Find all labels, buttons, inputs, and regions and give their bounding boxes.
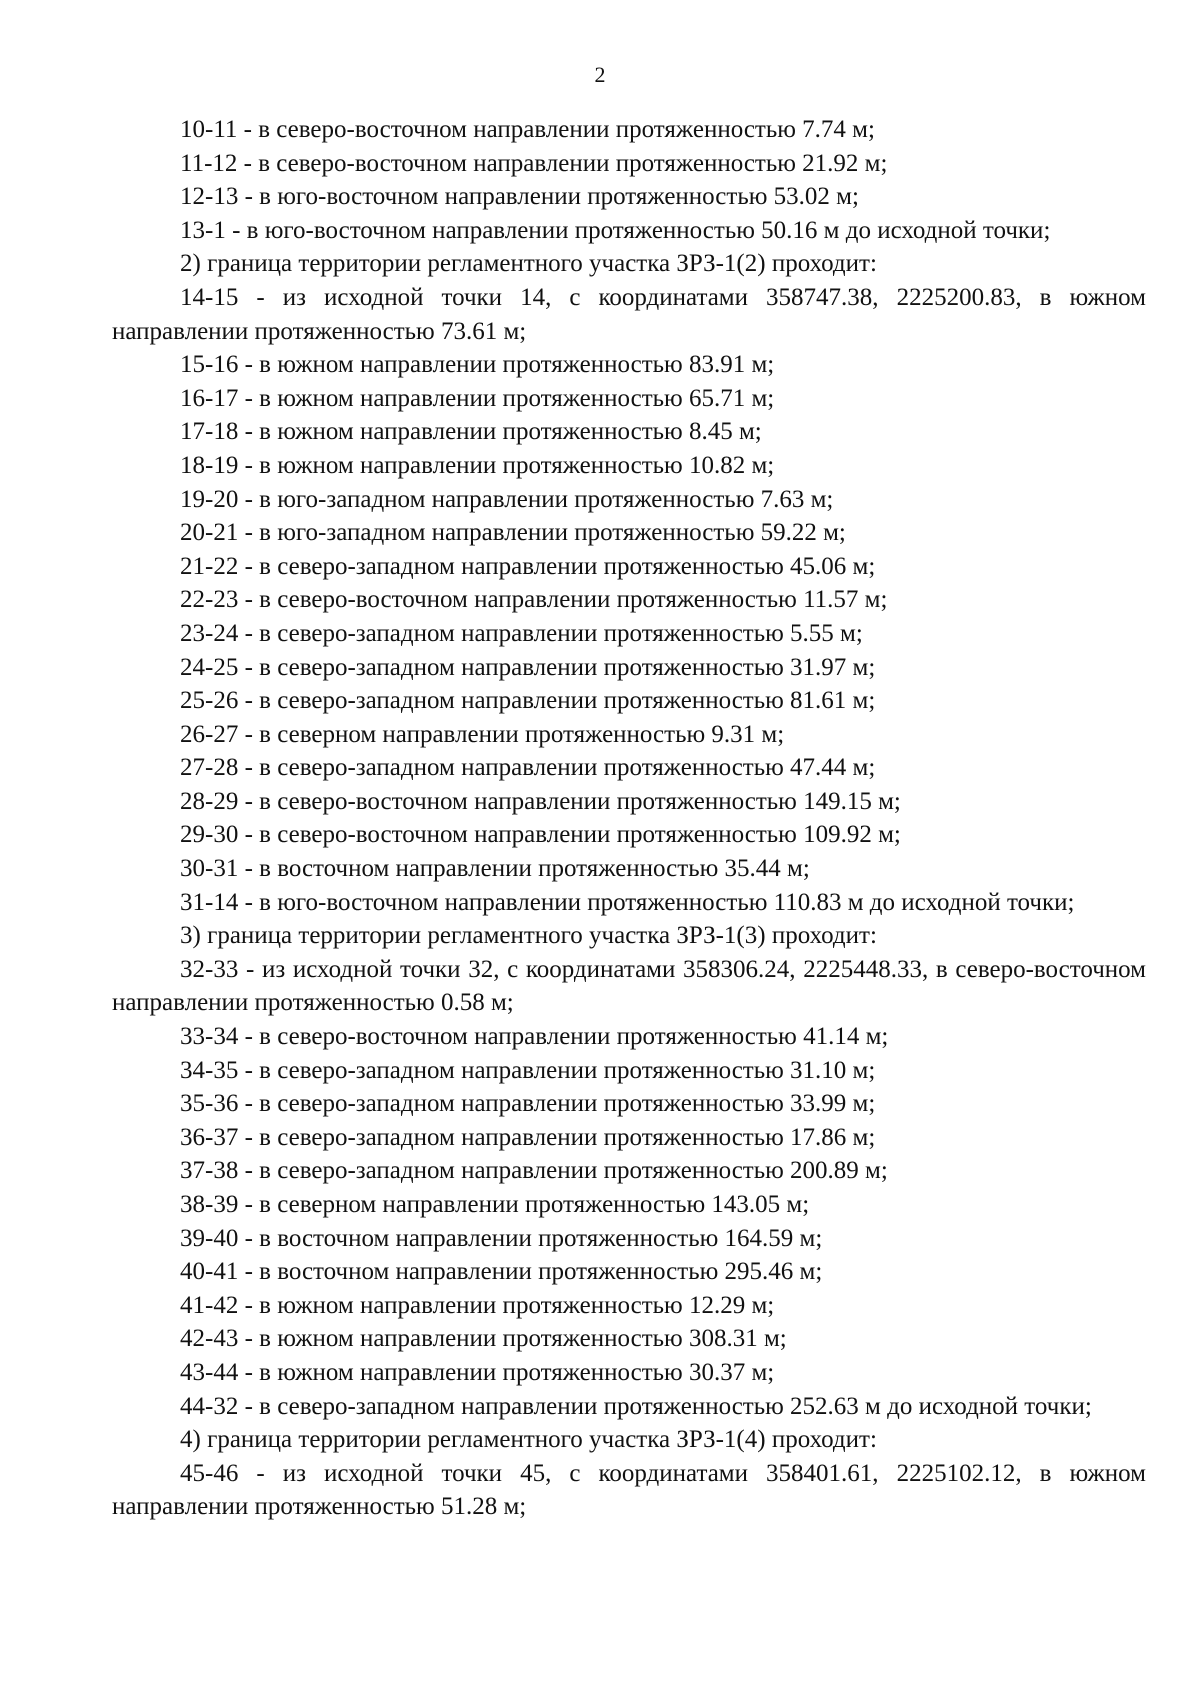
paragraph: 45-46 - из исходной точки 45, с координатами 358401.61, 2225102.12, в южном направлении протяженностью 51.28 м; bbox=[112, 1459, 1146, 1521]
paragraph: 43-44 - в южном направлении протяженностью 30.37 м; bbox=[180, 1358, 775, 1386]
page-number: 2 bbox=[594, 62, 606, 87]
paragraph: 18-19 - в южном направлении протяженностью 10.82 м; bbox=[180, 451, 775, 479]
paragraph: 25-26 - в северо-западном направлении протяженностью 81.61 м; bbox=[180, 687, 876, 715]
paragraph: 39-40 - в восточном направлении протяженностью 164.59 м; bbox=[180, 1224, 823, 1252]
paragraph: 17-18 - в южном направлении протяженностью 8.45 м; bbox=[180, 418, 762, 446]
paragraph: 42-43 - в южном направлении протяженностью 308.31 м; bbox=[180, 1325, 787, 1353]
paragraph: 23-24 - в северо-западном направлении протяженностью 5.55 м; bbox=[180, 619, 863, 647]
paragraph: 30-31 - в восточном направлении протяженностью 35.44 м; bbox=[180, 855, 810, 883]
paragraph: 4) граница территории регламентного участка ЗРЗ-1(4) проходит: bbox=[180, 1426, 877, 1454]
paragraph: 22-23 - в северо-восточном направлении протяженностью 11.57 м; bbox=[180, 586, 888, 614]
paragraph: 36-37 - в северо-западном направлении протяженностью 17.86 м; bbox=[180, 1123, 876, 1151]
paragraph: 15-16 - в южном направлении протяженностью 83.91 м; bbox=[180, 351, 775, 379]
paragraph: 28-29 - в северо-восточном направлении протяженностью 149.15 м; bbox=[180, 787, 901, 815]
paragraph: 31-14 - в юго-восточном направлении протяженностью 110.83 м до исходной точки; bbox=[180, 888, 1075, 916]
paragraph: 33-34 - в северо-восточном направлении протяженностью 41.14 м; bbox=[180, 1023, 889, 1051]
paragraph: 38-39 - в северном направлении протяженностью 143.05 м; bbox=[180, 1191, 810, 1218]
paragraph: 3) граница территории регламентного участка ЗРЗ-1(3) проходит: bbox=[180, 922, 877, 950]
paragraph: 14-15 - из исходной точки 14, с координатами 358747.38, 2225200.83, в южном направлении протяженностью 73.61 м; bbox=[112, 283, 1146, 345]
paragraph: 24-25 - в северо-западном направлении протяженностью 31.97 м; bbox=[180, 653, 876, 681]
paragraph: 12-13 - в юго-восточном направлении протяженностью 53.02 м; bbox=[180, 183, 859, 211]
paragraph: 11-12 - в северо-восточном направлении протяженностью 21.92 м; bbox=[180, 149, 888, 177]
paragraph: 35-36 - в северо-западном направлении протяженностью 33.99 м; bbox=[180, 1090, 876, 1118]
paragraph: 21-22 - в северо-западном направлении протяженностью 45.06 м; bbox=[180, 552, 876, 580]
paragraph: 20-21 - в юго-западном направлении протяженностью 59.22 м; bbox=[180, 519, 846, 547]
paragraph: 40-41 - в восточном направлении протяженностью 295.46 м; bbox=[180, 1258, 823, 1286]
paragraph: 29-30 - в северо-восточном направлении протяженностью 109.92 м; bbox=[180, 821, 901, 849]
paragraph: 19-20 - в юго-западном направлении протяженностью 7.63 м; bbox=[180, 485, 834, 513]
paragraph: 44-32 - в северо-западном направлении протяженностью 252.63 м до исходной точки; bbox=[180, 1392, 1092, 1420]
paragraph: 27-28 - в северо-западном направлении протяженностью 47.44 м; bbox=[180, 754, 876, 782]
document-body bbox=[112, 113, 1146, 1524]
paragraph: 41-42 - в южном направлении протяженностью 12.29 м; bbox=[180, 1291, 775, 1319]
paragraph: 16-17 - в южном направлении протяженностью 65.71 м; bbox=[180, 384, 775, 412]
paragraph: 34-35 - в северо-западном направлении протяженностью 31.10 м; bbox=[180, 1056, 876, 1084]
paragraph: 10-11 - в северо-восточном направлении протяженностью 7.74 м; bbox=[180, 116, 875, 143]
paragraph: 37-38 - в северо-западном направлении протяженностью 200.89 м; bbox=[180, 1157, 888, 1185]
paragraph: 26-27 - в северном направлении протяженностью 9.31 м; bbox=[180, 720, 785, 748]
paragraph: 2) граница территории регламентного участка ЗРЗ-1(2) проходит: bbox=[180, 250, 877, 278]
paragraph: 32-33 - из исходной точки 32, с координатами 358306.24, 2225448.33, в северо-восточном направлении протяженностью 0.58 м; bbox=[112, 955, 1146, 1017]
paragraph: 13-1 - в юго-восточном направлении протяженностью 50.16 м до исходной точки; bbox=[180, 216, 1051, 244]
